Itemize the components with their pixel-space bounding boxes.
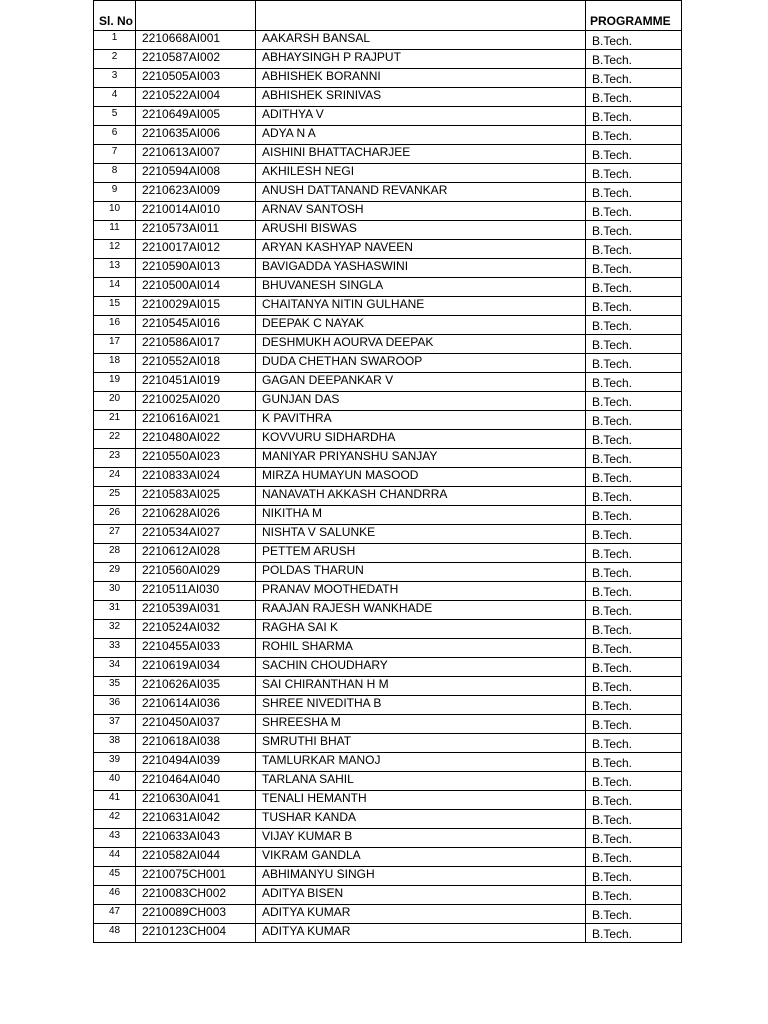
cell-student-name: TENALI HEMANTH <box>256 791 586 810</box>
cell-usn: 2210075CH001 <box>136 867 256 886</box>
cell-programme: B.Tech. <box>586 582 682 601</box>
cell-sl-no: 12 <box>94 240 136 259</box>
cell-student-name: ANUSH DATTANAND REVANKAR <box>256 183 586 202</box>
table-row <box>94 582 682 601</box>
cell-student-name: MIRZA HUMAYUN MASOOD <box>256 468 586 487</box>
cell-programme: B.Tech. <box>586 259 682 278</box>
cell-usn: 2210123CH004 <box>136 924 256 943</box>
cell-programme: B.Tech. <box>586 563 682 582</box>
table-row <box>94 848 682 867</box>
cell-programme: B.Tech. <box>586 677 682 696</box>
cell-student-name: NANAVATH AKKASH CHANDRRA <box>256 487 586 506</box>
cell-usn: 2210500AI014 <box>136 278 256 297</box>
table-row <box>94 525 682 544</box>
table-row <box>94 449 682 468</box>
cell-student-name: ABHISHEK BORANNI <box>256 69 586 88</box>
cell-programme: B.Tech. <box>586 335 682 354</box>
table-row <box>94 677 682 696</box>
table-row <box>94 487 682 506</box>
cell-sl-no: 9 <box>94 183 136 202</box>
table-row <box>94 126 682 145</box>
cell-sl-no: 30 <box>94 582 136 601</box>
table-row <box>94 373 682 392</box>
cell-student-name: ARUSHI BISWAS <box>256 221 586 240</box>
cell-student-name: SACHIN CHOUDHARY <box>256 658 586 677</box>
cell-sl-no: 44 <box>94 848 136 867</box>
header-usn <box>136 1 256 31</box>
cell-programme: B.Tech. <box>586 525 682 544</box>
cell-student-name: GUNJAN DAS <box>256 392 586 411</box>
cell-programme: B.Tech. <box>586 734 682 753</box>
cell-sl-no: 1 <box>94 31 136 50</box>
cell-usn: 2210014AI010 <box>136 202 256 221</box>
table-row <box>94 715 682 734</box>
cell-usn: 2210587AI002 <box>136 50 256 69</box>
cell-usn: 2210618AI038 <box>136 734 256 753</box>
cell-programme: B.Tech. <box>586 145 682 164</box>
table-row <box>94 753 682 772</box>
cell-sl-no: 40 <box>94 772 136 791</box>
cell-student-name: ADITYA BISEN <box>256 886 586 905</box>
cell-student-name: ADITYA KUMAR <box>256 924 586 943</box>
cell-usn: 2210464AI040 <box>136 772 256 791</box>
cell-student-name: SMRUTHI BHAT <box>256 734 586 753</box>
cell-usn: 2210631AI042 <box>136 810 256 829</box>
cell-programme: B.Tech. <box>586 183 682 202</box>
cell-usn: 2210450AI037 <box>136 715 256 734</box>
cell-sl-no: 23 <box>94 449 136 468</box>
cell-usn: 2210582AI044 <box>136 848 256 867</box>
table-row <box>94 791 682 810</box>
cell-sl-no: 28 <box>94 544 136 563</box>
table-row <box>94 259 682 278</box>
cell-student-name: AKHILESH NEGI <box>256 164 586 183</box>
cell-student-name: NIKITHA M <box>256 506 586 525</box>
table-row <box>94 696 682 715</box>
cell-programme: B.Tech. <box>586 848 682 867</box>
cell-usn: 2210505AI003 <box>136 69 256 88</box>
cell-sl-no: 29 <box>94 563 136 582</box>
cell-student-name: VIJAY KUMAR B <box>256 829 586 848</box>
cell-programme: B.Tech. <box>586 601 682 620</box>
table-row <box>94 772 682 791</box>
cell-sl-no: 48 <box>94 924 136 943</box>
cell-usn: 2210524AI032 <box>136 620 256 639</box>
cell-sl-no: 20 <box>94 392 136 411</box>
cell-usn: 2210628AI026 <box>136 506 256 525</box>
cell-usn: 2210833AI024 <box>136 468 256 487</box>
cell-student-name: TUSHAR KANDA <box>256 810 586 829</box>
table-row <box>94 107 682 126</box>
table-row <box>94 924 682 943</box>
cell-usn: 2210480AI022 <box>136 430 256 449</box>
cell-programme: B.Tech. <box>586 240 682 259</box>
cell-programme: B.Tech. <box>586 202 682 221</box>
table-row <box>94 563 682 582</box>
cell-programme: B.Tech. <box>586 411 682 430</box>
cell-programme: B.Tech. <box>586 297 682 316</box>
table-body <box>94 31 682 943</box>
cell-sl-no: 16 <box>94 316 136 335</box>
cell-usn: 2210083CH002 <box>136 886 256 905</box>
cell-sl-no: 43 <box>94 829 136 848</box>
cell-programme: B.Tech. <box>586 164 682 183</box>
cell-student-name: AAKARSH BANSAL <box>256 31 586 50</box>
cell-sl-no: 31 <box>94 601 136 620</box>
cell-programme: B.Tech. <box>586 715 682 734</box>
cell-student-name: DEEPAK C NAYAK <box>256 316 586 335</box>
cell-usn: 2210017AI012 <box>136 240 256 259</box>
cell-programme: B.Tech. <box>586 905 682 924</box>
cell-student-name: PRANAV MOOTHEDATH <box>256 582 586 601</box>
cell-programme: B.Tech. <box>586 620 682 639</box>
cell-sl-no: 8 <box>94 164 136 183</box>
cell-programme: B.Tech. <box>586 449 682 468</box>
cell-sl-no: 19 <box>94 373 136 392</box>
cell-usn: 2210494AI039 <box>136 753 256 772</box>
cell-programme: B.Tech. <box>586 221 682 240</box>
cell-sl-no: 35 <box>94 677 136 696</box>
cell-sl-no: 45 <box>94 867 136 886</box>
cell-programme: B.Tech. <box>586 373 682 392</box>
cell-usn: 2210573AI011 <box>136 221 256 240</box>
table-header-row <box>94 1 682 31</box>
table-row <box>94 639 682 658</box>
cell-student-name: RAAJAN RAJESH WANKHADE <box>256 601 586 620</box>
header-sl-no-label: Sl. No <box>99 14 134 28</box>
cell-sl-no: 36 <box>94 696 136 715</box>
cell-sl-no: 26 <box>94 506 136 525</box>
cell-sl-no: 6 <box>94 126 136 145</box>
cell-sl-no: 22 <box>94 430 136 449</box>
cell-programme: B.Tech. <box>586 810 682 829</box>
cell-sl-no: 3 <box>94 69 136 88</box>
cell-sl-no: 10 <box>94 202 136 221</box>
cell-programme: B.Tech. <box>586 88 682 107</box>
cell-programme: B.Tech. <box>586 658 682 677</box>
cell-programme: B.Tech. <box>586 639 682 658</box>
cell-sl-no: 13 <box>94 259 136 278</box>
header-name <box>256 1 586 31</box>
table-row <box>94 905 682 924</box>
cell-student-name: BHUVANESH SINGLA <box>256 278 586 297</box>
cell-usn: 2210552AI018 <box>136 354 256 373</box>
cell-usn: 2210550AI023 <box>136 449 256 468</box>
table-row <box>94 69 682 88</box>
cell-usn: 2210614AI036 <box>136 696 256 715</box>
cell-student-name: SHREE NIVEDITHA B <box>256 696 586 715</box>
cell-sl-no: 18 <box>94 354 136 373</box>
cell-sl-no: 32 <box>94 620 136 639</box>
table-row <box>94 278 682 297</box>
cell-student-name: ABHAYSINGH P RAJPUT <box>256 50 586 69</box>
table-row <box>94 354 682 373</box>
cell-usn: 2210623AI009 <box>136 183 256 202</box>
cell-sl-no: 33 <box>94 639 136 658</box>
cell-programme: B.Tech. <box>586 392 682 411</box>
cell-sl-no: 21 <box>94 411 136 430</box>
cell-student-name: MANIYAR PRIYANSHU SANJAY <box>256 449 586 468</box>
cell-programme: B.Tech. <box>586 107 682 126</box>
cell-usn: 2210649AI005 <box>136 107 256 126</box>
table-row <box>94 867 682 886</box>
cell-student-name: VIKRAM GANDLA <box>256 848 586 867</box>
cell-sl-no: 38 <box>94 734 136 753</box>
cell-usn: 2210029AI015 <box>136 297 256 316</box>
cell-student-name: SAI CHIRANTHAN H M <box>256 677 586 696</box>
cell-usn: 2210522AI004 <box>136 88 256 107</box>
cell-programme: B.Tech. <box>586 316 682 335</box>
cell-student-name: DUDA CHETHAN SWAROOP <box>256 354 586 373</box>
student-roster-table <box>93 0 682 943</box>
table-row <box>94 145 682 164</box>
table-row <box>94 164 682 183</box>
table-row <box>94 810 682 829</box>
cell-programme: B.Tech. <box>586 753 682 772</box>
cell-sl-no: 2 <box>94 50 136 69</box>
cell-usn: 2210616AI021 <box>136 411 256 430</box>
cell-student-name: ABHIMANYU SINGH <box>256 867 586 886</box>
cell-usn: 2210089CH003 <box>136 905 256 924</box>
cell-programme: B.Tech. <box>586 772 682 791</box>
table-row <box>94 392 682 411</box>
cell-student-name: GAGAN DEEPANKAR V <box>256 373 586 392</box>
table-row <box>94 183 682 202</box>
cell-usn: 2210668AI001 <box>136 31 256 50</box>
table-row <box>94 316 682 335</box>
cell-sl-no: 42 <box>94 810 136 829</box>
cell-student-name: ROHIL SHARMA <box>256 639 586 658</box>
cell-programme: B.Tech. <box>586 278 682 297</box>
cell-sl-no: 15 <box>94 297 136 316</box>
cell-sl-no: 14 <box>94 278 136 297</box>
cell-student-name: AISHINI BHATTACHARJEE <box>256 145 586 164</box>
header-programme <box>586 1 682 31</box>
cell-programme: B.Tech. <box>586 487 682 506</box>
cell-student-name: SHREESHA M <box>256 715 586 734</box>
cell-programme: B.Tech. <box>586 867 682 886</box>
cell-programme: B.Tech. <box>586 430 682 449</box>
cell-usn: 2210583AI025 <box>136 487 256 506</box>
header-sl-no <box>94 1 136 31</box>
cell-usn: 2210612AI028 <box>136 544 256 563</box>
cell-programme: B.Tech. <box>586 50 682 69</box>
cell-usn: 2210025AI020 <box>136 392 256 411</box>
cell-sl-no: 34 <box>94 658 136 677</box>
cell-usn: 2210594AI008 <box>136 164 256 183</box>
cell-programme: B.Tech. <box>586 354 682 373</box>
cell-usn: 2210630AI041 <box>136 791 256 810</box>
table-row <box>94 88 682 107</box>
cell-usn: 2210619AI034 <box>136 658 256 677</box>
cell-sl-no: 24 <box>94 468 136 487</box>
cell-sl-no: 46 <box>94 886 136 905</box>
cell-usn: 2210613AI007 <box>136 145 256 164</box>
cell-usn: 2210590AI013 <box>136 259 256 278</box>
cell-sl-no: 27 <box>94 525 136 544</box>
cell-sl-no: 11 <box>94 221 136 240</box>
cell-programme: B.Tech. <box>586 791 682 810</box>
cell-sl-no: 39 <box>94 753 136 772</box>
table-row <box>94 240 682 259</box>
table-row <box>94 50 682 69</box>
cell-programme: B.Tech. <box>586 696 682 715</box>
table-row <box>94 829 682 848</box>
table-row <box>94 335 682 354</box>
cell-programme: B.Tech. <box>586 69 682 88</box>
table-row <box>94 31 682 50</box>
cell-usn: 2210511AI030 <box>136 582 256 601</box>
cell-sl-no: 5 <box>94 107 136 126</box>
table-row <box>94 468 682 487</box>
cell-sl-no: 25 <box>94 487 136 506</box>
cell-student-name: ARNAV SANTOSH <box>256 202 586 221</box>
table-row <box>94 202 682 221</box>
cell-programme: B.Tech. <box>586 468 682 487</box>
table-row <box>94 734 682 753</box>
cell-sl-no: 37 <box>94 715 136 734</box>
cell-student-name: KOVVURU SIDHARDHA <box>256 430 586 449</box>
cell-sl-no: 4 <box>94 88 136 107</box>
cell-student-name: BAVIGADDA YASHASWINI <box>256 259 586 278</box>
table-row <box>94 601 682 620</box>
cell-student-name: NISHTA V SALUNKE <box>256 525 586 544</box>
table-row <box>94 886 682 905</box>
cell-student-name: ARYAN KASHYAP NAVEEN <box>256 240 586 259</box>
cell-student-name: POLDAS THARUN <box>256 563 586 582</box>
cell-usn: 2210560AI029 <box>136 563 256 582</box>
cell-programme: B.Tech. <box>586 31 682 50</box>
cell-usn: 2210626AI035 <box>136 677 256 696</box>
table-row <box>94 297 682 316</box>
cell-sl-no: 47 <box>94 905 136 924</box>
cell-student-name: ABHISHEK SRINIVAS <box>256 88 586 107</box>
cell-sl-no: 17 <box>94 335 136 354</box>
cell-student-name: RAGHA SAI K <box>256 620 586 639</box>
cell-student-name: TAMLURKAR MANOJ <box>256 753 586 772</box>
cell-student-name: PETTEM ARUSH <box>256 544 586 563</box>
table-row <box>94 506 682 525</box>
cell-sl-no: 41 <box>94 791 136 810</box>
table-row <box>94 411 682 430</box>
header-programme-label: PROGRAMME <box>590 14 671 28</box>
cell-sl-no: 7 <box>94 145 136 164</box>
cell-usn: 2210455AI033 <box>136 639 256 658</box>
cell-student-name: ADITHYA V <box>256 107 586 126</box>
cell-student-name: ADYA N A <box>256 126 586 145</box>
cell-programme: B.Tech. <box>586 886 682 905</box>
cell-usn: 2210451AI019 <box>136 373 256 392</box>
table-row <box>94 221 682 240</box>
cell-student-name: ADITYA KUMAR <box>256 905 586 924</box>
cell-programme: B.Tech. <box>586 924 682 943</box>
cell-usn: 2210539AI031 <box>136 601 256 620</box>
cell-student-name: K PAVITHRA <box>256 411 586 430</box>
table-row <box>94 544 682 563</box>
cell-programme: B.Tech. <box>586 126 682 145</box>
cell-usn: 2210534AI027 <box>136 525 256 544</box>
cell-programme: B.Tech. <box>586 544 682 563</box>
cell-programme: B.Tech. <box>586 829 682 848</box>
table-row <box>94 620 682 639</box>
cell-usn: 2210635AI006 <box>136 126 256 145</box>
cell-programme: B.Tech. <box>586 506 682 525</box>
cell-student-name: TARLANA SAHIL <box>256 772 586 791</box>
cell-student-name: DESHMUKH AOURVA DEEPAK <box>256 335 586 354</box>
cell-usn: 2210633AI043 <box>136 829 256 848</box>
table-row <box>94 658 682 677</box>
cell-student-name: CHAITANYA NITIN GULHANE <box>256 297 586 316</box>
cell-usn: 2210545AI016 <box>136 316 256 335</box>
table-row <box>94 430 682 449</box>
cell-usn: 2210586AI017 <box>136 335 256 354</box>
